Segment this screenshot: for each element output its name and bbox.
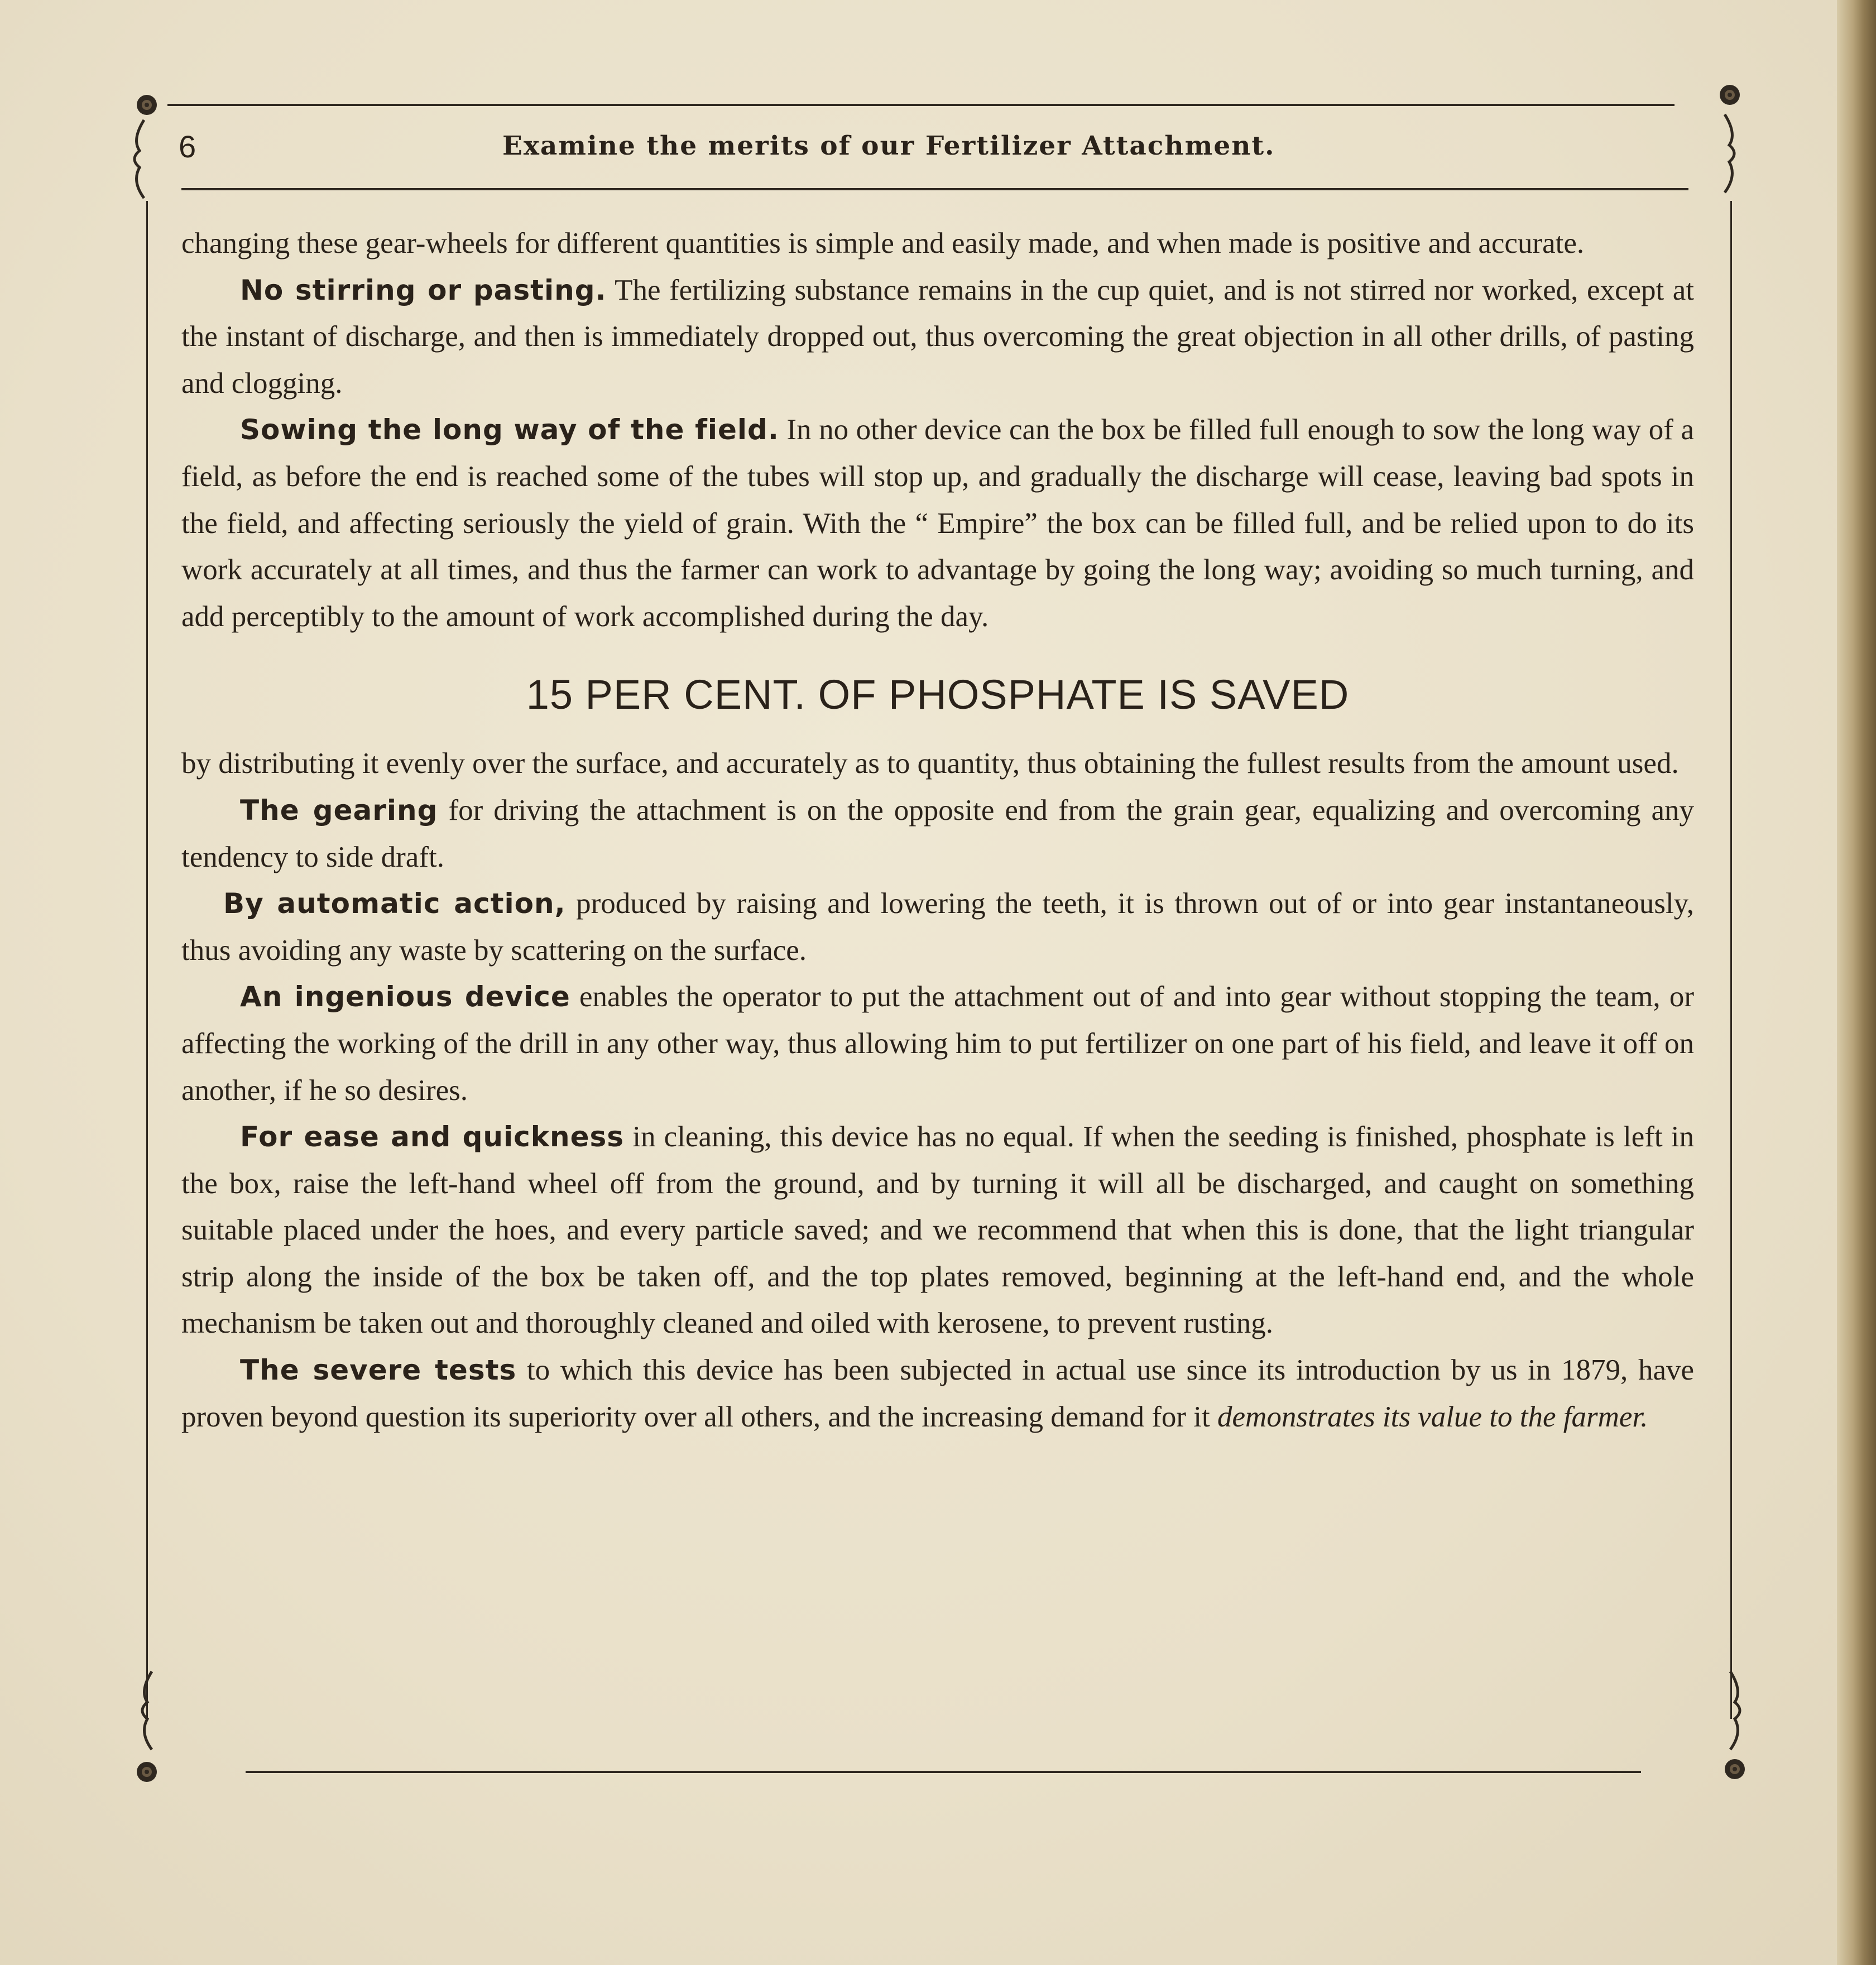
page-number: 6 — [179, 129, 196, 164]
paragraph-severe-tests: The severe tests to which this device has been subjected in actual use since its introduction by us in 1879, have proven beyond question its superiority over all others, and the increasing demand for it demonstrates its value to the farmer. — [181, 1354, 1694, 1433]
corner-rosette-icon — [134, 92, 160, 118]
corner-rosette-icon — [1717, 82, 1743, 108]
book-spine-edge — [1837, 0, 1876, 1965]
paragraph-lead: No stirring or pasting. — [240, 273, 607, 306]
left-border-line — [146, 201, 148, 1719]
paragraph-phosphate-saved: by distributing it evenly over the surface, and accurately as to quantity, thus obtaining the fullest results from the amount used. — [181, 747, 1679, 780]
header-rule — [181, 188, 1688, 190]
top-border-line — [167, 104, 1675, 106]
paragraph-continuation: changing these gear-wheels for different quantities is simple and easily made, and when made is positive and accurate. — [181, 227, 1585, 260]
paragraph-cleaning: For ease and quickness in cleaning, this device has no equal. If when the seeding is finished, phosphate is left in the box, raise the left-hand wheel off from the ground, and by turning it will all be discharged, and caught on something suitable placed under the hoes, and every particle saved; and we recommend that when this is done, that the light triangular strip along the inside of the box be taken off, and the top plates removed, beginning at the left-hand end, and the whole mechanism be taken out and thoroughly cleaned and oiled with kerosene, to prevent rusting. — [181, 1121, 1694, 1340]
corner-rosette-icon — [134, 1759, 160, 1785]
paragraph-lead: By automatic action, — [223, 887, 566, 920]
page-header — [179, 124, 1686, 169]
right-bottom-bracket-icon — [1725, 1669, 1747, 1752]
paragraph-gearing: The gearing for driving the attachment is on the opposite end from the grain gear, equalizing and overcoming any tendency to side draft. — [181, 794, 1694, 873]
body-text — [181, 220, 1694, 1440]
running-head: Examine the merits of our Fertilizer Attachment. — [502, 131, 1275, 161]
corner-rosette-icon — [1722, 1756, 1748, 1782]
paragraph-automatic-action: By automatic action, produced by raising and lowering the teeth, it is thrown out of or into gear instantaneously, thus avoiding any waste by scattering on the surface. — [181, 887, 1694, 967]
bottom-border-line — [246, 1771, 1641, 1773]
paragraph-lead: Sowing the long way of the field. — [240, 414, 779, 446]
paragraph-long-way: Sowing the long way of the field. In no other device can the box be filled full enough to sow the long way of a field, as before the end is reached some of the tubes will stop up, and gradually the discharge will cease, leaving bad spots in the field, and affecting seriously the yield of grain. With the “ Empire” the box can be filled full, and be relied upon to do its work accurately at all times, and thus the farmer can work to advantage by going the long way; avoiding so much turning, and add perceptibly to the amount of work accomplished during the day. — [181, 414, 1694, 633]
paragraph-lead: An ingenious device — [240, 981, 570, 1013]
section-heading: 15 PER CENT. OF PHOSPHATE IS SAVED — [526, 671, 1350, 718]
right-border-line — [1730, 201, 1732, 1719]
paragraph-lead: For ease and quickness — [240, 1121, 625, 1154]
paragraph-lead: The gearing — [240, 794, 438, 827]
paragraph-lead: The severe tests — [240, 1354, 517, 1387]
paragraph-no-stirring: No stirring or pasting. The fertilizing substance remains in the cup quiet, and is not stirred nor worked, except at the instant of discharge, and then is immediately dropped out, thus overcoming the great objection in all other drills, of pasting and clogging. — [181, 273, 1694, 400]
paragraph-ingenious-device: An ingenious device enables the operator to put the attachment out of and into gear without stopping the team, or affecting the working of the drill in any other way, thus allowing him to put fertilizer on one part of his field, and leave it off on another, if he so desires. — [181, 981, 1694, 1107]
right-top-bracket-icon — [1719, 112, 1741, 195]
left-top-bracket-icon — [127, 117, 150, 201]
left-bottom-bracket-icon — [135, 1669, 157, 1752]
closing-italic-phrase: demonstrates its value to the farmer. — [1217, 1400, 1648, 1433]
